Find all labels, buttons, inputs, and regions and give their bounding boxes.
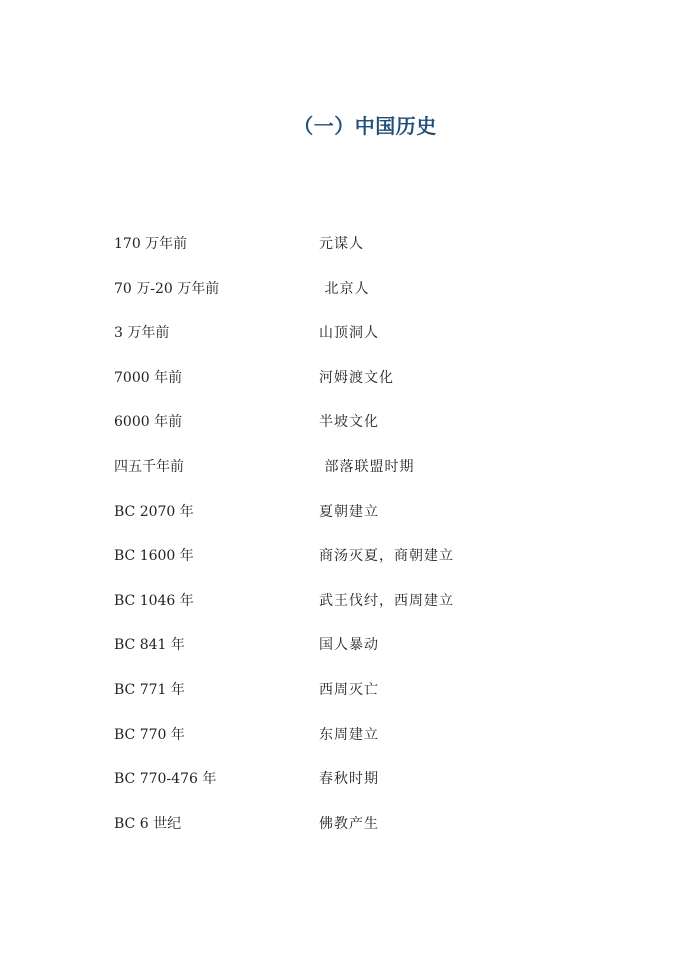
timeline-event: 夏朝建立	[319, 503, 379, 520]
timeline-date: BC 841 年	[114, 637, 185, 654]
timeline-date: BC 770-476 年	[114, 771, 217, 788]
timeline-row	[114, 724, 594, 769]
page-title: （一）中国历史	[293, 114, 437, 138]
timeline-row	[114, 679, 594, 724]
timeline-event: 山顶洞人	[319, 325, 379, 342]
timeline-row	[114, 456, 594, 501]
timeline-row	[114, 367, 594, 412]
timeline-row	[114, 322, 594, 367]
timeline-row	[114, 411, 594, 456]
timeline-event: 西周灭亡	[319, 681, 379, 698]
timeline-event: 佛教产生	[319, 815, 379, 832]
timeline-event: 国人暴动	[319, 637, 379, 654]
timeline-event: 东周建立	[319, 726, 379, 743]
timeline-row	[114, 634, 594, 679]
timeline-row	[114, 545, 594, 590]
timeline-row	[114, 768, 594, 813]
timeline-date: 3 万年前	[114, 325, 170, 342]
timeline-date: BC 771 年	[114, 681, 185, 698]
timeline-event: 半坡文化	[319, 414, 379, 431]
timeline-row	[114, 501, 594, 546]
timeline-date: BC 2070 年	[114, 503, 194, 520]
timeline-event: 春秋时期	[319, 771, 379, 788]
timeline-date: BC 770 年	[114, 726, 185, 743]
timeline-date: BC 6 世纪	[114, 815, 182, 832]
timeline-date: 7000 年前	[114, 369, 183, 386]
timeline-event: 元谋人	[319, 236, 364, 252]
timeline-event: 河姆渡文化	[319, 369, 394, 386]
timeline-row	[114, 590, 594, 635]
timeline-row	[114, 233, 594, 278]
history-timeline	[114, 233, 594, 857]
timeline-event: 部落联盟时期	[319, 458, 415, 475]
timeline-date: 70 万-20 万年前	[114, 280, 220, 297]
timeline-date: 170 万年前	[114, 236, 188, 252]
timeline-row	[114, 813, 594, 858]
timeline-date: BC 1046 年	[114, 592, 194, 609]
timeline-row	[114, 278, 594, 323]
timeline-event: 武王伐纣，西周建立	[319, 592, 454, 609]
timeline-event: 商汤灭夏，商朝建立	[319, 548, 454, 565]
timeline-date: BC 1600 年	[114, 548, 194, 565]
timeline-date: 6000 年前	[114, 414, 183, 431]
timeline-event: 北京人	[319, 280, 370, 297]
timeline-date: 四五千年前	[114, 458, 184, 475]
